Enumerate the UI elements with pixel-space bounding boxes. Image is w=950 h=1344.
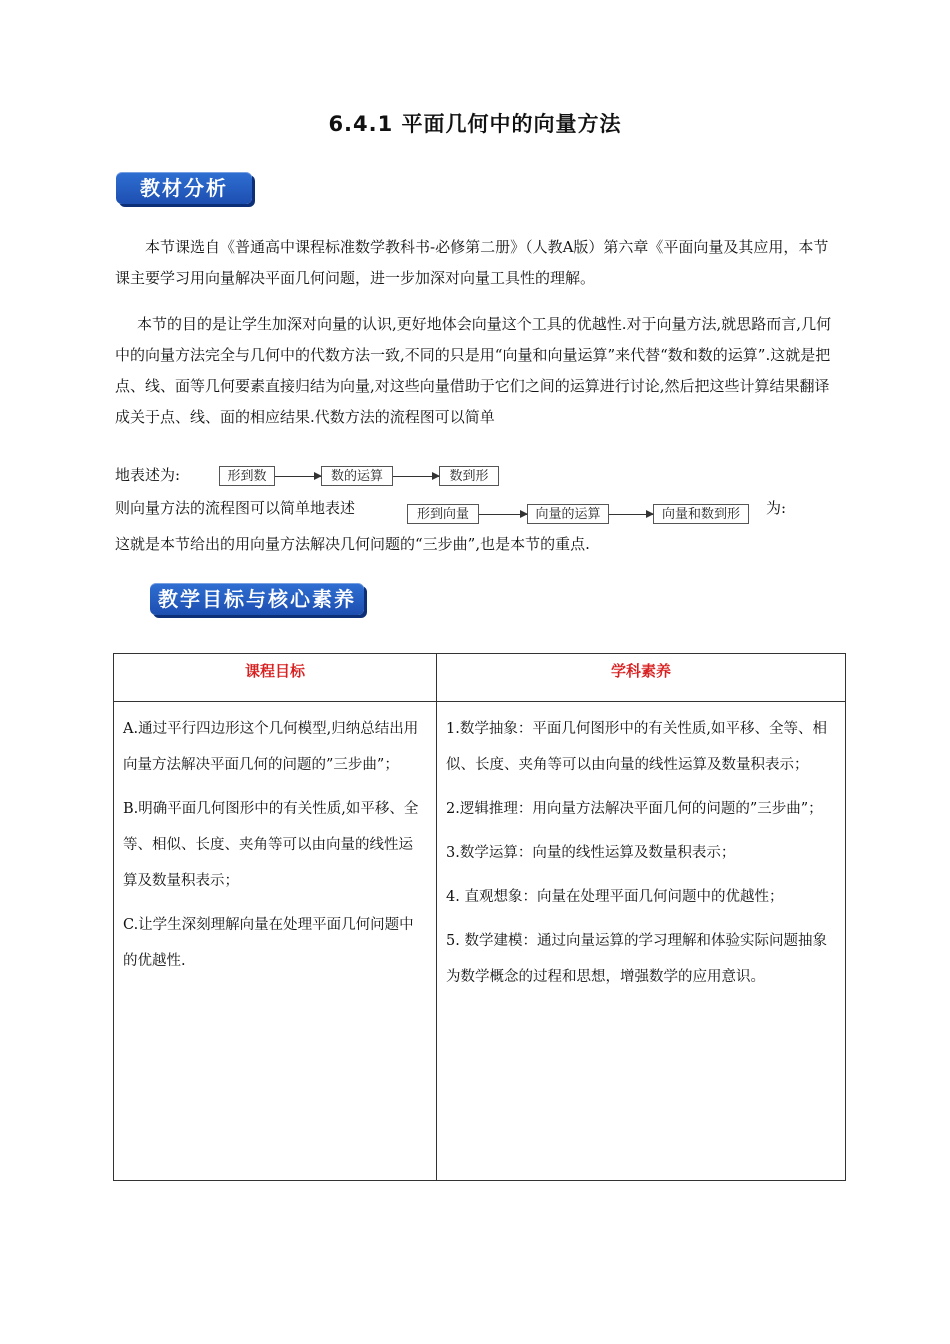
flow-arrow-icon bbox=[479, 514, 527, 515]
course-goals-cell bbox=[115, 703, 435, 979]
purpose-paragraph: 本节的目的是让学生加深对向量的认识,更好地体会向量这个工具的优越性.对于向量方法,就思路而言,几何中的向量方法完全与几何中的代数方法一致,不同的只是用“向量和向量运算”来代替“数和数的运算”.这就是把点、线、面等几何要素直接归结为向量,对这些向量借助于它们之间的运算进行讨论,然后把这些计算结果翻译成关于点、线、面的相应结果.代数方法的流程图可以简单 bbox=[115, 315, 832, 426]
goals-table bbox=[113, 653, 846, 1181]
vector-flowchart bbox=[407, 504, 749, 524]
literacy-cell bbox=[438, 703, 844, 995]
flow-arrow-icon bbox=[609, 514, 653, 515]
literacy-item: 4. 直观想象：向量在处理平面几何问题中的优越性； bbox=[446, 889, 784, 905]
literacy-item: 1.数学抽象：平面几何图形中的有关性质,如平移、全等、相似、长度、夹角等可以由向量的线性运算及数量积表示； bbox=[446, 721, 827, 773]
flow-step: 向量的运算 bbox=[527, 504, 609, 524]
literacy-item: 5. 数学建模：通过向量运算的学习理解和体验实际问题抽象为数学概念的过程和思想，增强数学的应用意识。 bbox=[446, 933, 827, 985]
page-title: 6.4.1 平面几何中的向量方法 bbox=[328, 112, 622, 136]
table-header-row bbox=[114, 654, 846, 702]
header-course-goals: 课程目标 bbox=[114, 654, 437, 702]
conclusion-paragraph: 这就是本节给出的用向量方法解决几何问题的“三步曲”,也是本节的重点. bbox=[115, 535, 590, 553]
vector-flow-prefix: 则向量方法的流程图可以简单地表述 bbox=[115, 499, 356, 517]
literacy-item: 2.逻辑推理：用向量方法解决平面几何的问题的”三步曲”； bbox=[446, 801, 823, 817]
section-banner-goals: 教学目标与核心素养 bbox=[150, 583, 364, 615]
goal-item: B.明确平面几何图形中的有关性质,如平移、全等、相似、长度、夹角等可以由向量的线性运算及数量积表示； bbox=[123, 801, 419, 889]
flow-step: 向量和数到形 bbox=[653, 504, 749, 524]
goal-item: A.通过平行四边形这个几何模型,归纳总结出用向量方法解决平面几何的问题的”三步曲”； bbox=[123, 721, 419, 773]
intro-paragraph: 本节课选自《普通高中课程标准数学教科书-必修第二册》（人教A版）第六章《平面向量及其应用，本节课主要学习用向量解决平面几何问题，进一步加深对向量工具性的理解。 bbox=[115, 238, 829, 287]
table-row bbox=[114, 702, 846, 1181]
purpose-paragraph-end: 地表述为: bbox=[115, 466, 181, 484]
flow-arrow-icon bbox=[275, 476, 321, 477]
flow-step: 数的运算 bbox=[321, 466, 393, 486]
section-banner-analysis: 教材分析 bbox=[116, 172, 252, 204]
header-subject-literacy: 学科素养 bbox=[437, 654, 846, 702]
literacy-item: 3.数学运算：向量的线性运算及数量积表示； bbox=[446, 845, 736, 861]
goal-item: C.让学生深刻理解向量在处理平面几何问题中的优越性. bbox=[123, 917, 414, 969]
flow-step: 数到形 bbox=[439, 466, 499, 486]
flow-step: 形到向量 bbox=[407, 504, 479, 524]
algebra-flowchart bbox=[219, 466, 499, 486]
flow-step: 形到数 bbox=[219, 466, 275, 486]
flow-arrow-icon bbox=[393, 476, 439, 477]
vector-flow-suffix: 为: bbox=[766, 499, 787, 517]
